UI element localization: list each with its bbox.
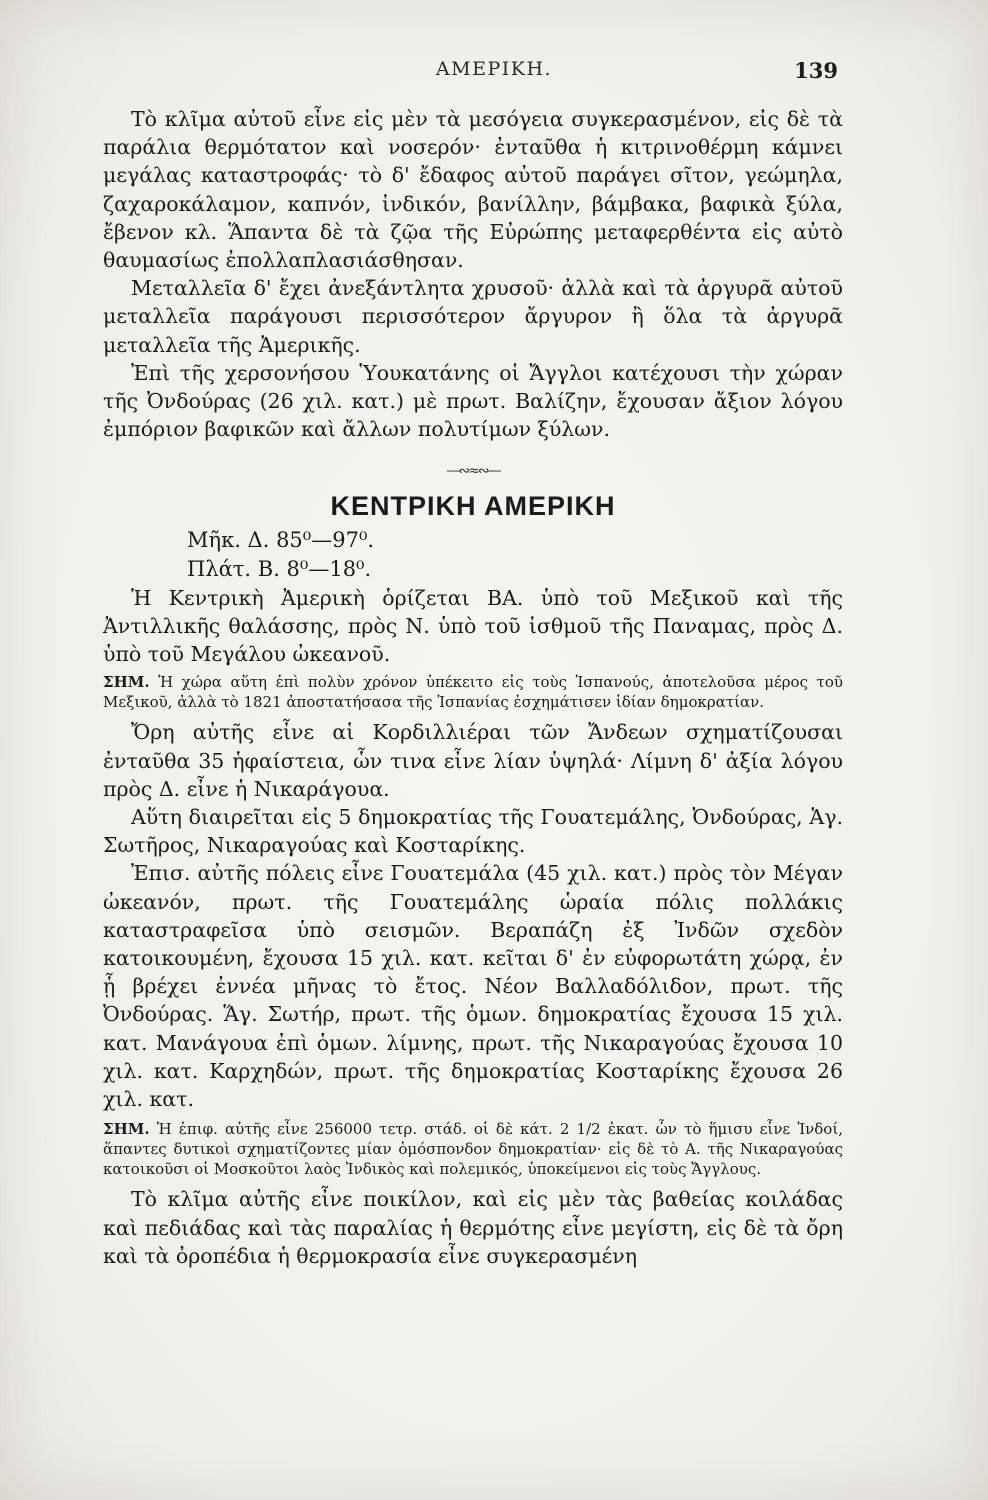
section-ornament: —∾≈∾— [446, 463, 500, 480]
page-number: 139 [794, 58, 838, 83]
note-label: ΣΗΜ. [103, 1120, 150, 1139]
paragraph-cities: Ἐπισ. αὐτῆς πόλεις εἶνε Γουατεμάλα (45 χιλ. κατ.) πρὸς τὸν Μέγαν ὠκεανόν, πρωτ. τῆς Γουατεμάλης ὡραία πόλις πολλάκις καταστραφεῖσα ὑπὸ σεισμῶν. Βεραπάζη ἐξ Ἰνδῶν σχεδὸν κατοικουμένη, ἔχουσα 15 χιλ. κατ. κεῖται δ' ἐν εὐφορωτάτη χώρᾳ, ἐν ᾗ βρέχει ἐννέα μῆνας τὸ ἔτος. Νέον Βαλλαδόλιδον, πρωτ. τῆς Ὀνδούρας. Ἅγ. Σωτήρ, πρωτ. τῆς ὁμων. δημοκρατίας ἔχουσα 15 χιλ. κατ. Μανάγουα ἐπὶ ὁμων. λίμνης, πρωτ. τῆς Νικαραγούας ἔχουσα 10 χιλ. κατ. Καρχηδών, πρωτ. τῆς δημοκρατίας Κοσταρίκης ἔχουσα 26 χιλ. κατ. [103, 861, 843, 1112]
paragraph-divisions: Αὕτη διαιρεῖται εἰς 5 δημοκρατίας τῆς Γουατεμάλης, Ὀνδούρας, Ἁγ. Σωτῆρος, Νικαραγούας καὶ Κοσταρίκης. [103, 805, 843, 858]
page-body [103, 105, 843, 1270]
note-text: Ἡ ἐπιφ. αὐτῆς εἶνε 256000 τετρ. στάδ. οἱ δὲ κάτ. 2 1/2 ἑκατ. ὧν τὸ ἥμισυ εἶνε Ἰνδοί, ἅπαντες δυτικοὶ σχηματίζοντες μίαν ὁμόσπονδον δημοκρατίαν· εἰς δὲ τὸ Α. τῆς Νικαραγούας κατοικοῦσι οἱ Μοσκοῦτοι λαὸς Ἰνδικὸς καὶ πολεμικός, ὑποκείμενοι εἰς τοὺς Ἄγγλους. [103, 1120, 843, 1179]
latitude-line: Πλάτ. Β. 8⁰—18⁰. [187, 556, 372, 581]
paragraph-borders: Ἡ Κεντρικὴ Ἀμερικὴ ὁρίζεται ΒΑ. ὑπὸ τοῦ Μεξικοῦ καὶ τῆς Ἀντιλλικῆς θαλάσσης, πρὸς Ν. ὑπὸ τοῦ ἰσθμοῦ τῆς Παναμας, πρὸς Δ. ὑπὸ τοῦ Μεγάλου ὠκεανοῦ. [103, 585, 843, 667]
section-heading: ΚΕΝΤΡΙΚΗ ΑΜΕΡΙΚΗ [330, 490, 616, 521]
paragraph-climate-central: Τὸ κλῖμα αὐτῆς εἶνε ποικίλον, καὶ εἰς μὲν τὰς βαθείας κοιλάδας καὶ πεδιάδας καὶ τὰς παραλίας ἡ θερμότης εἶνε μεγίστη, εἰς δὲ τὰ ὄρη καὶ τὰ ὀροπέδια ἡ θερμοκρασία εἶνε συγκερασμένη [103, 1187, 843, 1268]
running-title: ΑΜΕΡΙΚΗ. [435, 58, 553, 80]
note-label: ΣΗΜ. [103, 673, 150, 692]
paragraph-climate-south: Τὸ κλῖμα αὐτοῦ εἶνε εἰς μὲν τὰ μεσόγεια συγκερασμένον, εἰς δὲ τὰ παράλια θερμότατον καὶ νοσερόν· ἐνταῦθα ἡ κιτρινοθέρμη κάμνει μεγάλας καταστροφάς· τὸ δ' ἔδαφος αὐτοῦ παράγει σῖτον, γεώμηλα, ζαχαροκάλαμον, καπνόν, ἰνδικόν, βανίλλην, βάμβακα, βαφικὰ ξύλα, ἔβενον κλ. Ἅπαντα δὲ τὰ ζῷα τῆς Εὐρώπης μεταφερθέντα εἰς αὐτὸ θαυμασίως ἐπολλαπλασιάσθησαν. [103, 107, 843, 273]
longitude-line: Μῆκ. Δ. 85⁰—97⁰. [187, 527, 375, 552]
note-text: Ἡ χώρα αὕτη ἐπὶ πολὺν χρόνον ὑπέκειτο εἰς τοὺς Ἱσπανούς, ἀποτελοῦσα μέρος τοῦ Μεξικοῦ, ἀλλὰ τὸ 1821 ἀποστατήσασα τῆς Ἱσπανίας ἐσχημάτισεν ἰδίαν δημοκρατίαν. [103, 673, 843, 712]
paragraph-yucatan: Ἐπὶ τῆς χερσονήσου Ὑουκατάνης οἱ Ἄγγλοι κατέχουσι τὴν χώραν τῆς Ὀνδούρας (26 χιλ. κατ.) μὲ πρωτ. Βαλίζην, ἔχουσαν ἄξιον λόγου ἐμπόριον βαφικῶν καὶ ἄλλων πολυτίμων ξύλων. [103, 360, 843, 442]
footnote-population [103, 1119, 843, 1179]
paragraph-mines: Μεταλλεῖα δ' ἔχει ἀνεξάντλητα χρυσοῦ· ἀλλὰ καὶ τὰ ἀργυρᾶ αὐτοῦ μεταλλεῖα παράγουσι περισσότερον ἄργυρον ἢ ὅλα τὰ ἀργυρᾶ μεταλλεῖα τῆς Ἀμερικῆς. [103, 276, 843, 357]
footnote-history [103, 672, 843, 712]
paragraph-mountains: Ὄρη αὐτῆς εἶνε αἱ Κορδιλλιέραι τῶν Ἄνδεων σχηματίζουσαι ἐνταῦθα 35 ἡφαίστεια, ὧν τινα εἶνε λίαν ὑψηλά· Λίμνη δ' ἀξία λόγου πρὸς Δ. εἶνε ἡ Νικαράγουα. [103, 720, 843, 801]
